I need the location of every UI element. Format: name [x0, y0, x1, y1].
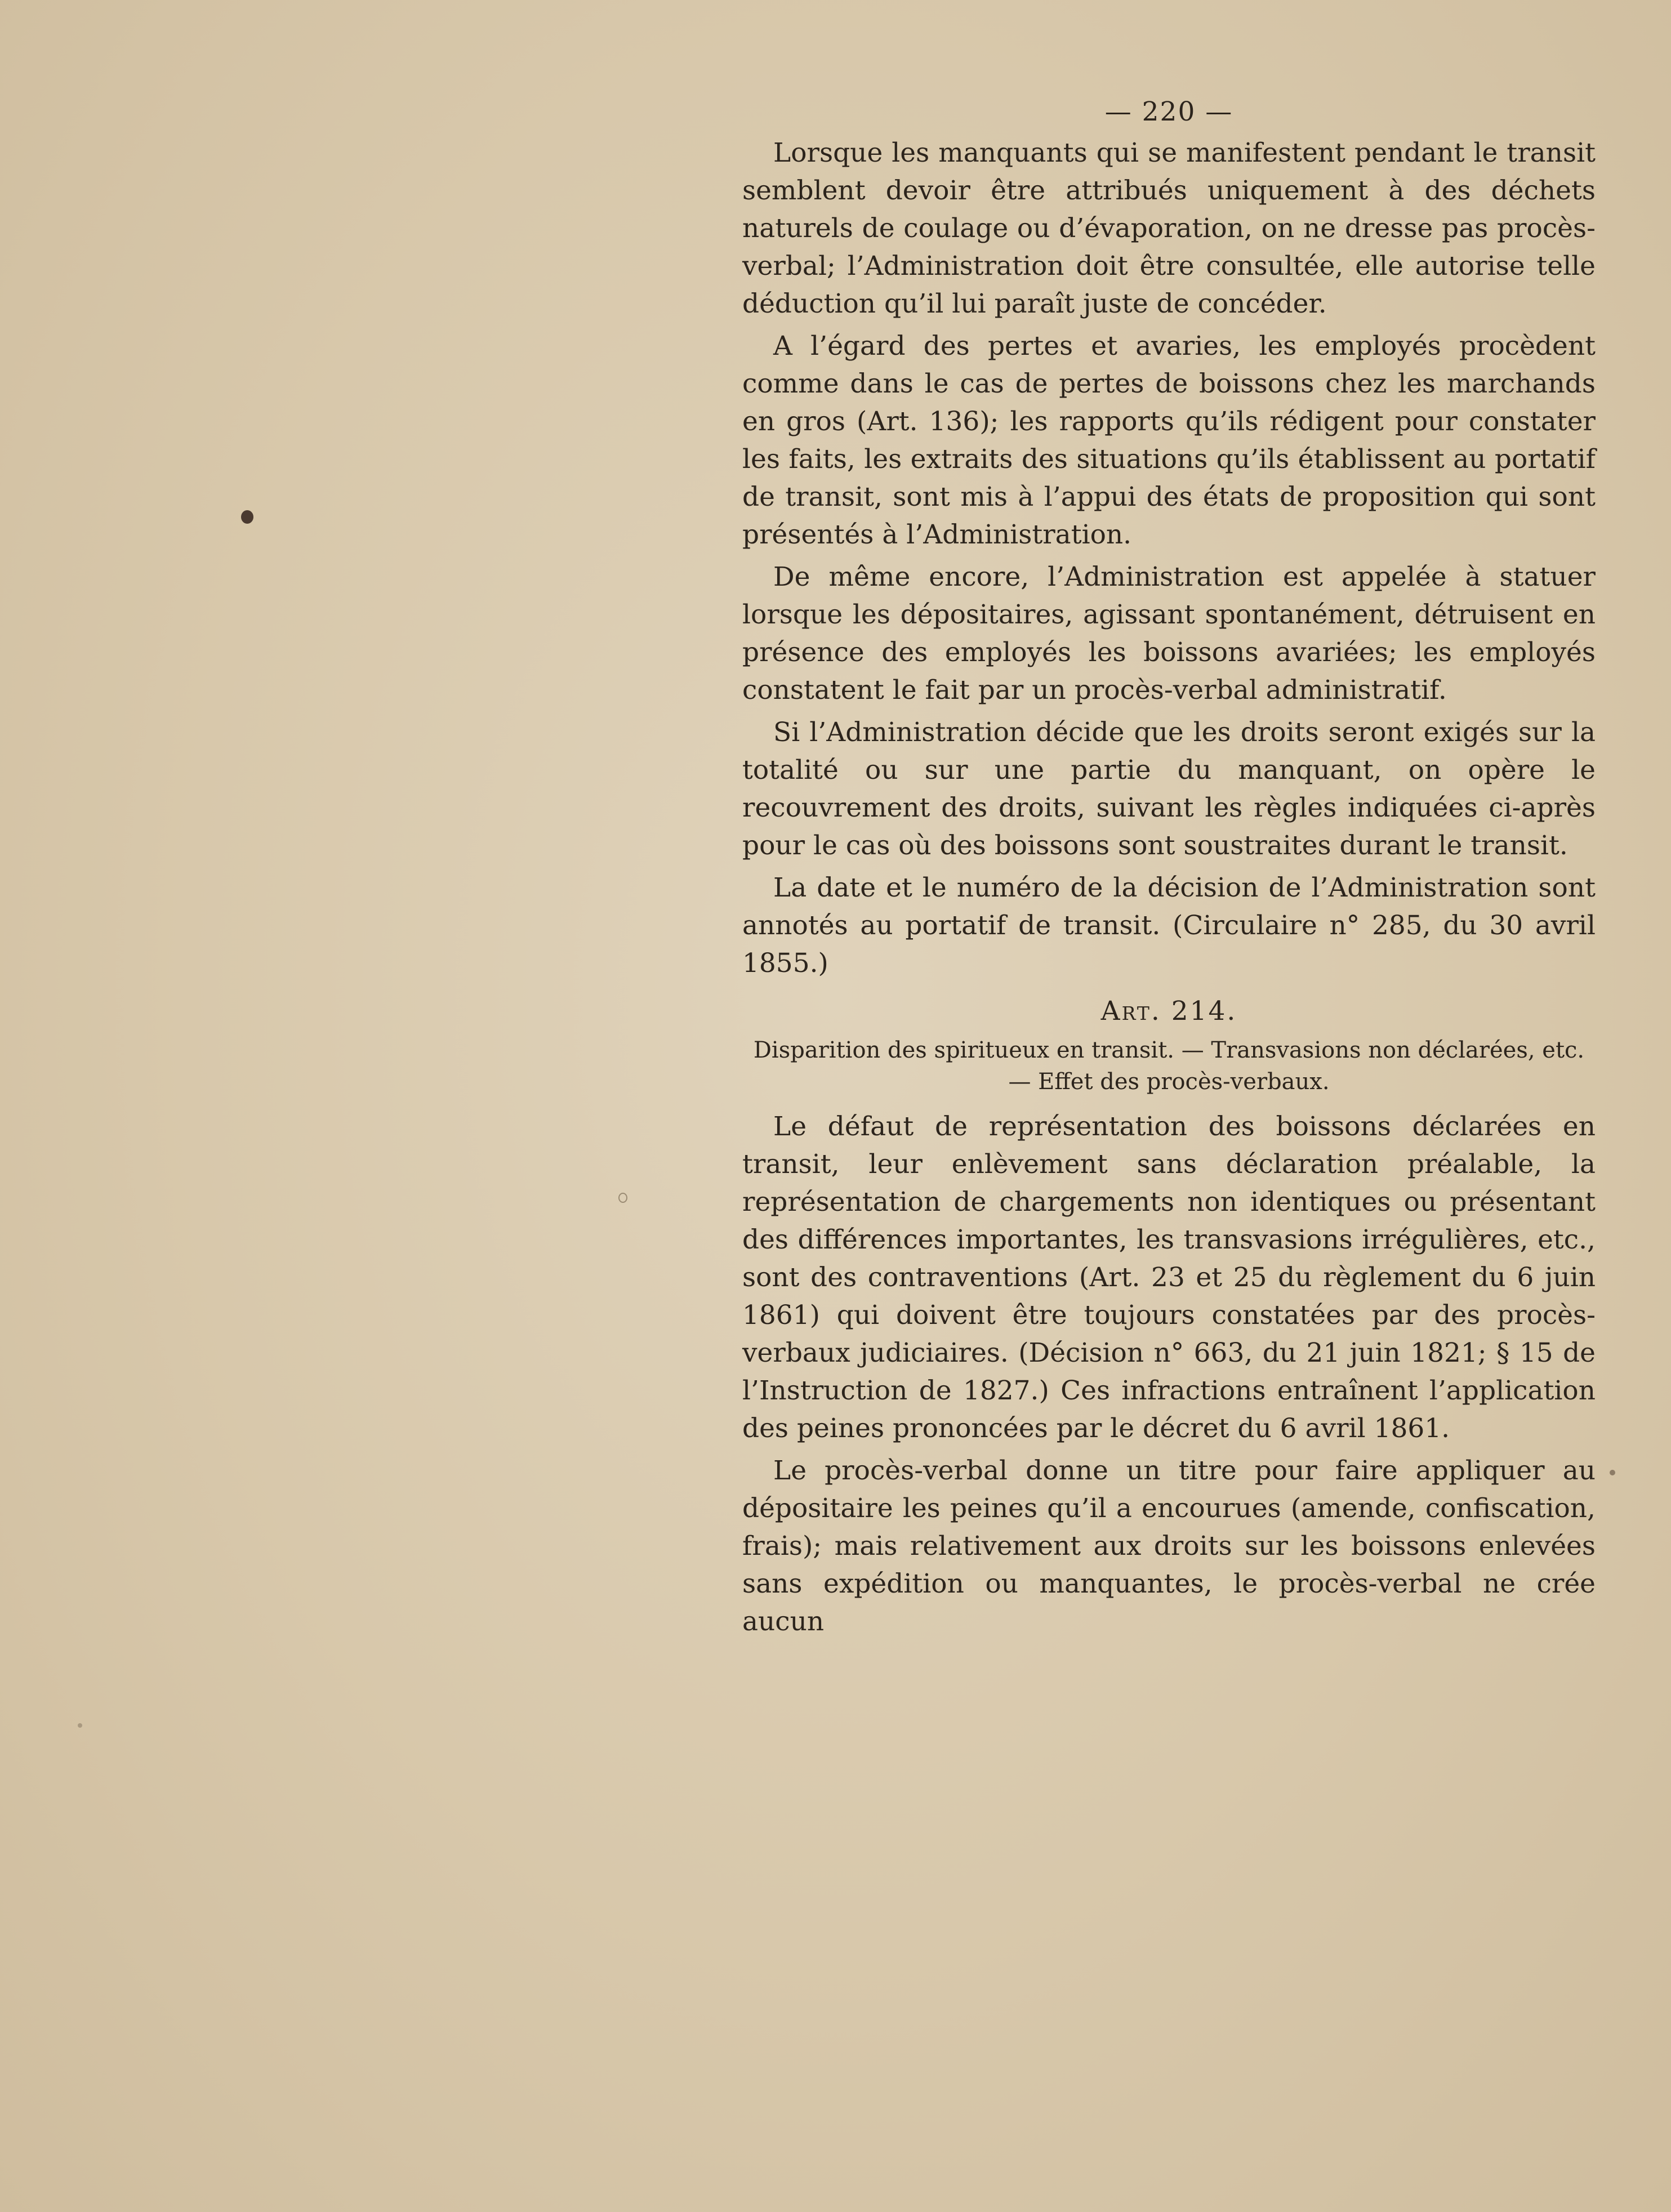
- article-heading: Art. 214.: [1100, 996, 1237, 1027]
- article-subtitle-line: — Effet des procès-verbaux.: [1008, 1069, 1330, 1095]
- paper-mark: [618, 1193, 627, 1203]
- paragraph: A l’égard des pertes et avaries, les employés procèdent comme dans le cas de pertes de boissons chez les marchands en gros (Art. 136); les rapports qu’ils rédigent pour constater les faits, les extraits des situations qu’ils établissent au portatif de transit, sont mis à l’appui des états de proposition qui sont présentés à l’Administration.: [742, 331, 1596, 550]
- page-number: — 220 —: [1104, 96, 1233, 127]
- paragraph: Le procès-verbal donne un titre pour faire appliquer au dépositaire les peines qu’il a encourues (amende, confiscation, frais); mais relativement aux droits sur les boissons enlevées sans expédition ou manquantes, le procès-verbal ne crée aucun: [742, 1455, 1596, 1637]
- paragraph: La date et le numéro de la décision de l’Administration sont annotés au portatif de transit. (Circulaire n° 285, du 30 avril 1855.): [742, 872, 1596, 979]
- paragraph: Lorsque les manquants qui se manifestent pendant le transit semblent devoir être attribués uniquement à des déchets naturels de coulage ou d’évaporation, on ne dresse pas procès-verbal; l’Administration doit être consultée, elle autorise telle déduction qu’il lui paraît juste de concéder.: [742, 137, 1596, 319]
- article-subtitle: [742, 1034, 1596, 1098]
- paragraph: Le défaut de représentation des boissons déclarées en transit, leur enlèvement sans déclaration préalable, la représentation de chargements non identiques ou présentant des différences importantes, les transvasions irrégulières, etc., sont des contraventions (Art. 23 et 25 du règlement du 6 juin 1861) qui doivent être toujours constatées par des procès-verbaux judiciaires. (Décision n° 663, du 21 juin 1821; § 15 de l’Instruction de 1827.) Ces infractions entraînent l’application des peines prononcées par le décret du 6 avril 1861.: [742, 1111, 1596, 1444]
- ink-spot: [241, 510, 253, 524]
- paragraph: De même encore, l’Administration est appelée à statuer lorsque les dépositaires, agissant spontanément, détruisent en présence des employés les boissons avariées; les employés constatent le fait par un procès-verbal administratif.: [742, 561, 1596, 706]
- paragraph: Si l’Administration décide que les droits seront exigés sur la totalité ou sur une partie du manquant, on opère le recouvrement des droits, suivant les règles indiquées ci-après pour le cas où des boissons sont soustraites durant le transit.: [742, 717, 1596, 861]
- paper-mark: [1610, 1470, 1615, 1475]
- page-text-block: [742, 93, 1596, 1645]
- paper-mark: [78, 1723, 82, 1728]
- article-subtitle-line: Disparition des spiritueux en transit. — Transvasions non déclarées, etc.: [753, 1037, 1585, 1063]
